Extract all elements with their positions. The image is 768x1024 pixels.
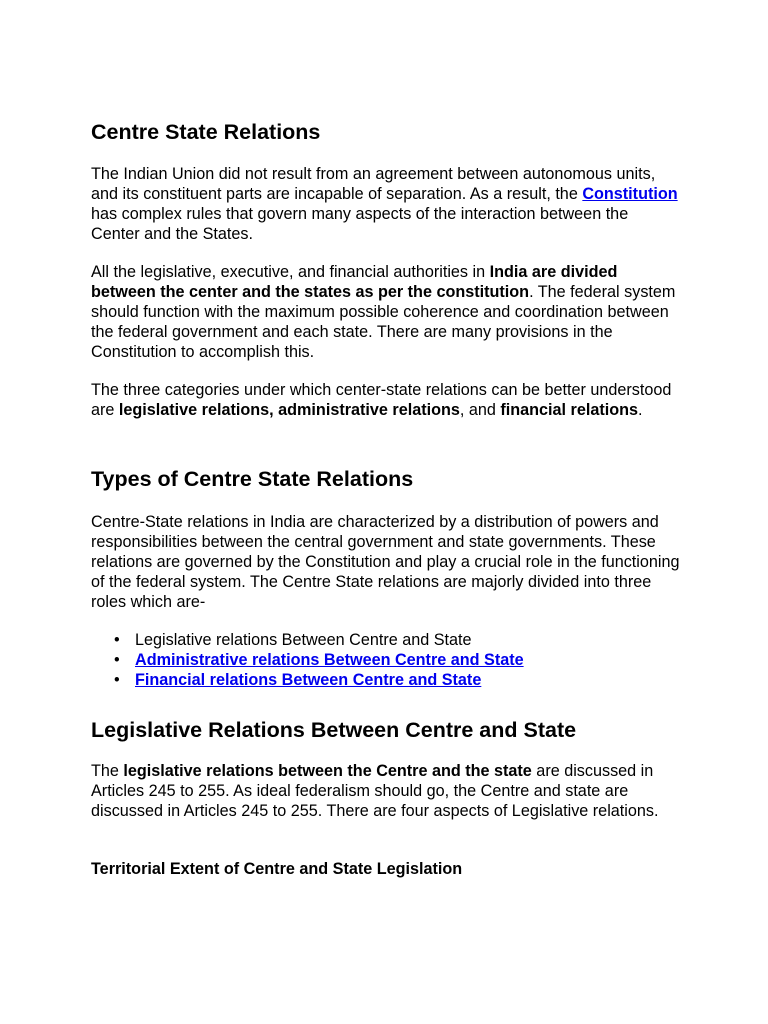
section-title-types: Types of Centre State Relations [91,467,414,491]
financial-relations-link[interactable]: Financial relations Between Centre and State [135,671,482,689]
section-title-centre-state-relations: Centre State Relations [91,120,321,144]
authorities-text-end: . The federal system should function with the maximum possible coherence and coordination between the federal government and each state. There are many provisions in the Constitution to accomplish this. [91,283,676,361]
bullet-icon: • [114,671,120,689]
bullet-icon: • [114,631,120,649]
administrative-relations-link[interactable]: Administrative relations Between Centre and State [135,651,524,669]
legislative-paragraph [91,761,681,821]
categories-text-start: The three categories under which center-state relations can be better understood are [91,381,672,419]
legislative-text-end: are discussed in Articles 245 to 255. As ideal federalism should go, the Centre and state are discussed in Articles 245 to 255. There are four aspects of Legislative relations. [91,762,659,820]
types-paragraph [91,512,681,612]
list-item[interactable] [91,650,681,670]
intro-paragraph [91,164,681,244]
list-item [91,630,681,650]
role-legislative: Legislative relations Between Centre and State [135,631,472,649]
legislative-bold: legislative relations between the Centre and the state [123,762,532,780]
list-item[interactable] [91,670,681,690]
subheading-territorial-extent: Territorial Extent of Centre and State Legislation [91,860,463,878]
categories-text-mid: , and [459,401,501,419]
intro-text-start: The Indian Union did not result from an agreement between autonomous units, and its constituent parts are incapable of separation. As a result, the [91,165,656,203]
bullet-icon: • [114,651,120,669]
legislative-text-start: The [91,762,124,780]
intro-text-end: has complex rules that govern many aspects of the interaction between the Center and the States. [91,205,629,243]
roles-list [91,630,681,690]
authorities-text-start: All the legislative, executive, and financial authorities in [91,263,490,281]
categories-paragraph [91,380,683,420]
constitution-link[interactable]: Constitution [582,185,678,203]
section-title-legislative: Legislative Relations Between Centre and State [91,718,577,742]
categories-bold-2: financial relations [500,401,639,419]
categories-bold-1: legislative relations, administrative relations [118,401,460,419]
authorities-paragraph [91,262,683,362]
types-text: Centre-State relations in India are characterized by a distribution of powers and responsibilities between the central government and state governments. These relations are governed by the Constitution and play a crucial role in the functioning of the federal system. The Centre State relations are majorly divided into three roles which are- [91,513,680,611]
categories-text-end: . [638,401,643,419]
authorities-bold: India are divided between the center and the states as per the constitution [91,263,618,301]
